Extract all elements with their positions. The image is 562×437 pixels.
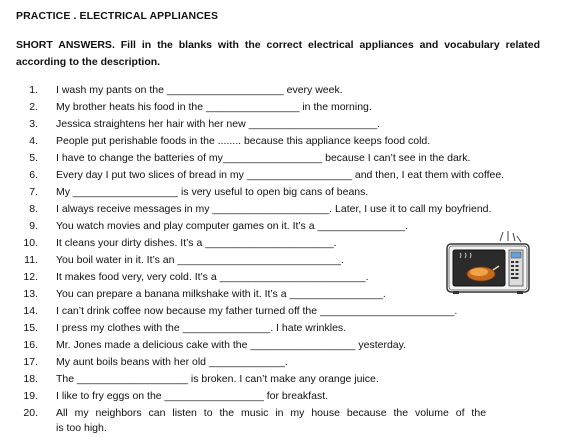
question-text: My brother heats his food in the ________________ in the morning. — [56, 101, 372, 113]
question-item-4 — [0, 133, 562, 150]
question-text: You watch movies and play computer games on it. It’s a _______________. — [56, 220, 408, 232]
question-text: Mr. Jones made a delicious cake with the __________________ yesterday. — [56, 339, 407, 351]
question-text: I can’t drink coffee now because my father turned off the _______________________. — [56, 305, 458, 317]
question-number: 1. — [29, 84, 38, 96]
question-number: 10. — [23, 237, 38, 249]
question-item-17 — [0, 354, 562, 371]
question-text: My aunt boils beans with her old _____________. — [56, 356, 288, 368]
microwave-oven-icon — [445, 230, 533, 296]
question-text: You boil water in it. It’s an ____________________________. — [56, 254, 344, 266]
question-item-1 — [0, 82, 562, 99]
question-item-15 — [0, 320, 562, 337]
question-text: I have to change the batteries of my_________________ because I can’t see in the dark. — [56, 152, 471, 164]
question-text: I like to fry eggs on the _________________ for breakfast. — [56, 390, 329, 402]
question-item-7 — [0, 184, 562, 201]
question-item-16 — [0, 337, 562, 354]
instructions-text: SHORT ANSWERS. Fill in the blanks with the correct electrical appliances and vocabulary related according to the description. — [16, 39, 540, 68]
question-number: 3. — [29, 118, 38, 130]
question-number: 6. — [29, 169, 38, 181]
question-text: You can prepare a banana milkshake with it. It’s a ________________. — [56, 288, 386, 300]
question-number: 13. — [23, 288, 38, 300]
question-text: Jessica straightens her hair with her new ______________________. — [56, 118, 380, 130]
question-number: 14. — [23, 305, 38, 317]
question-text: People put perishable foods in the ........ because this appliance keeps food cold. — [56, 135, 431, 147]
question-number: 7. — [29, 186, 38, 198]
question-number: 19. — [23, 390, 38, 402]
question-text: I wash my pants on the ____________________ every week. — [56, 84, 343, 96]
question-item-6 — [0, 167, 562, 184]
question-text: I always receive messages in my ____________________. Later, I use it to call my boyfriend. — [56, 203, 492, 215]
question-number: 17. — [23, 356, 38, 368]
question-number: 8. — [29, 203, 38, 215]
question-item-5 — [0, 150, 562, 167]
question-number: 4. — [29, 135, 38, 147]
question-item-2 — [0, 99, 562, 116]
question-number: 2. — [29, 101, 38, 113]
question-number: 5. — [29, 152, 38, 164]
question-number: 16. — [23, 339, 38, 351]
question-20-continuation: is too high. — [56, 422, 107, 434]
question-text: It cleans your dirty dishes. It’s a ______________________. — [56, 237, 337, 249]
question-item-8 — [0, 201, 562, 218]
question-text: Every day I put two slices of bread in my __________________ and then, I eat them with coffee. — [56, 169, 505, 181]
question-text: I press my clothes with the _______________. I hate wrinkles. — [56, 322, 347, 334]
question-item-3 — [0, 116, 562, 133]
question-item-14 — [0, 303, 562, 320]
question-number: 9. — [29, 220, 38, 232]
question-number: 20. — [23, 407, 38, 419]
question-text: All my neighbors can listen to the music in my house because the volume of the — [56, 407, 487, 419]
question-number: 12. — [23, 271, 38, 283]
question-item-18 — [0, 371, 562, 388]
question-number: 18. — [23, 373, 38, 385]
question-number: 15. — [23, 322, 38, 334]
question-text: It makes food very, very cold. It’s a _________________________. — [56, 271, 369, 283]
question-text: The ___________________ is broken. I can’t make any orange juice. — [56, 373, 379, 385]
question-text: My __________________ is very useful to open big cans of beans. — [56, 186, 369, 198]
question-item-19 — [0, 388, 562, 405]
question-number: 11. — [24, 254, 38, 266]
worksheet-title: PRACTICE . ELECTRICAL APPLIANCES — [16, 10, 219, 22]
